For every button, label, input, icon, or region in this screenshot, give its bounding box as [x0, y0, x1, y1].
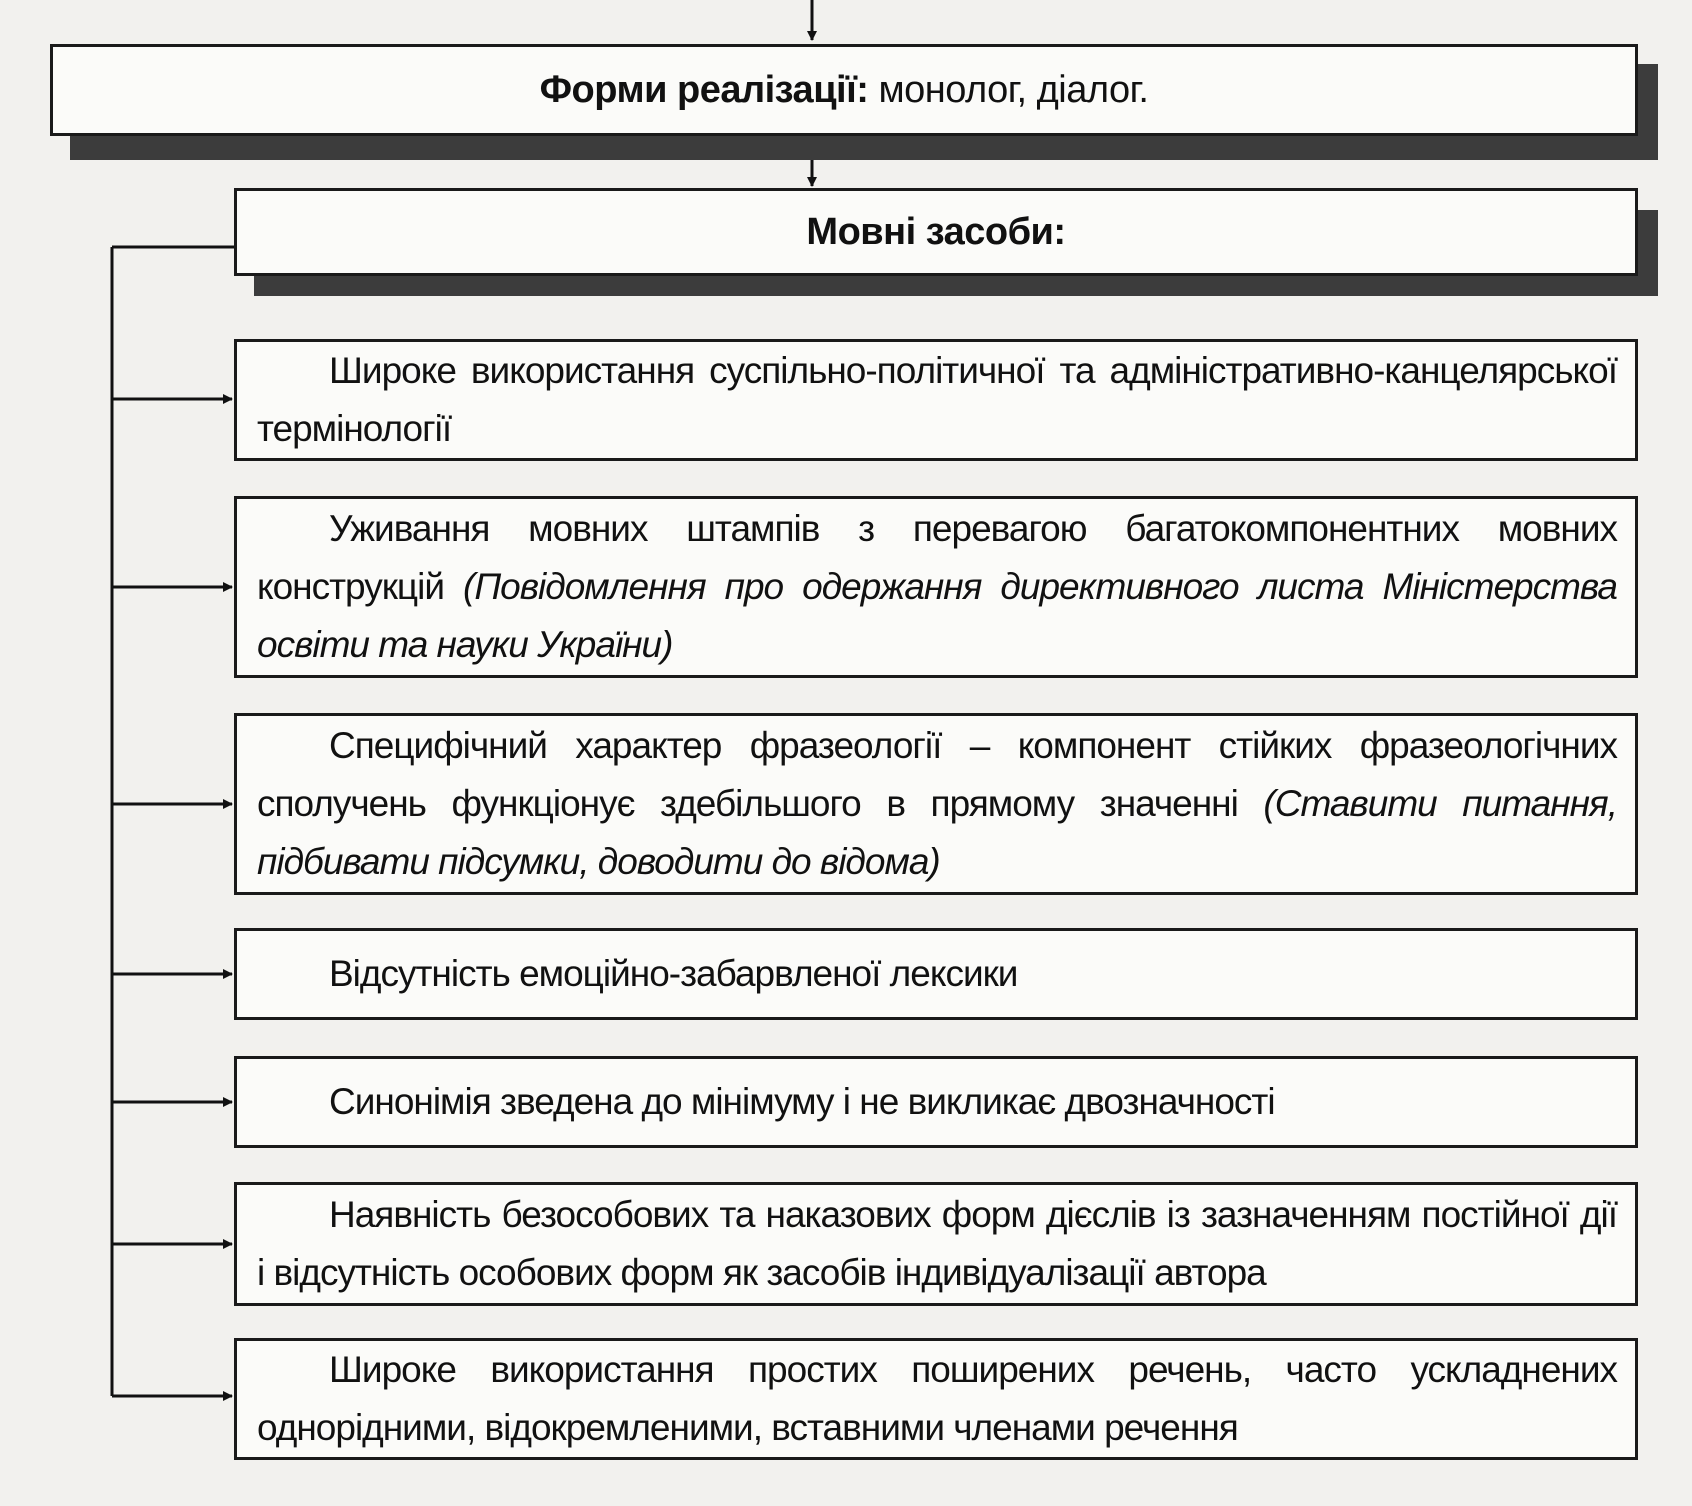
item-text-3 [257, 717, 1617, 891]
item-1-main: Широке використання суспільно-політичної та адміністративно-канцелярської термінології [257, 350, 1617, 449]
item-text-6 [257, 1186, 1617, 1302]
item-box-5 [234, 1056, 1638, 1148]
item-text-7 [257, 1341, 1617, 1457]
item-6-main: Наявність безособових та наказових форм дієслів із зазначенням постійної дії і відсутність особових форм як засобів індивідуалізації автора [257, 1194, 1617, 1293]
item-text-2 [257, 500, 1617, 674]
item-box-2 [234, 496, 1638, 678]
item-3-example: (Ставити питання, підбивати підсумки, доводити до відома) [257, 783, 1617, 882]
item-5-main: Синонімія зведена до мінімуму і не викликає двозначності [329, 1081, 1275, 1122]
item-box-3 [234, 713, 1638, 895]
means-title: Мовні засоби: [806, 210, 1066, 253]
item-2-example: (Повідомлення про одержання директивного листа Міністерства освіти та науки України) [257, 566, 1618, 665]
item-text-1 [257, 342, 1617, 458]
item-box-1 [234, 339, 1638, 461]
item-2-main: Уживання мовних штампів з перевагою багатокомпонентних мовних конструкцій [257, 508, 1617, 607]
means-title-wrap [237, 191, 1635, 273]
item-box-7 [234, 1338, 1638, 1460]
item-box-6 [234, 1182, 1638, 1306]
forms-box [50, 44, 1638, 136]
forms-text [53, 47, 1635, 133]
means-box [234, 188, 1638, 276]
item-3-main: Специфічний характер фразеології – компонент стійких фразеологічних сполучень функціонує здебільшого в прямому значенні [257, 725, 1617, 824]
forms-value: монолог, діалог. [878, 68, 1149, 111]
item-box-4 [234, 928, 1638, 1020]
item-text-4 [257, 945, 1617, 1003]
item-text-5 [257, 1073, 1617, 1131]
item-7-main: Широке використання простих поширених речень, часто ускладнених однорідними, відокремленими, вставними членами речення [257, 1349, 1617, 1448]
item-4-main: Відсутність емоційно-забарвленої лексики [329, 953, 1018, 994]
forms-label: Форми реалізації: [539, 68, 869, 111]
